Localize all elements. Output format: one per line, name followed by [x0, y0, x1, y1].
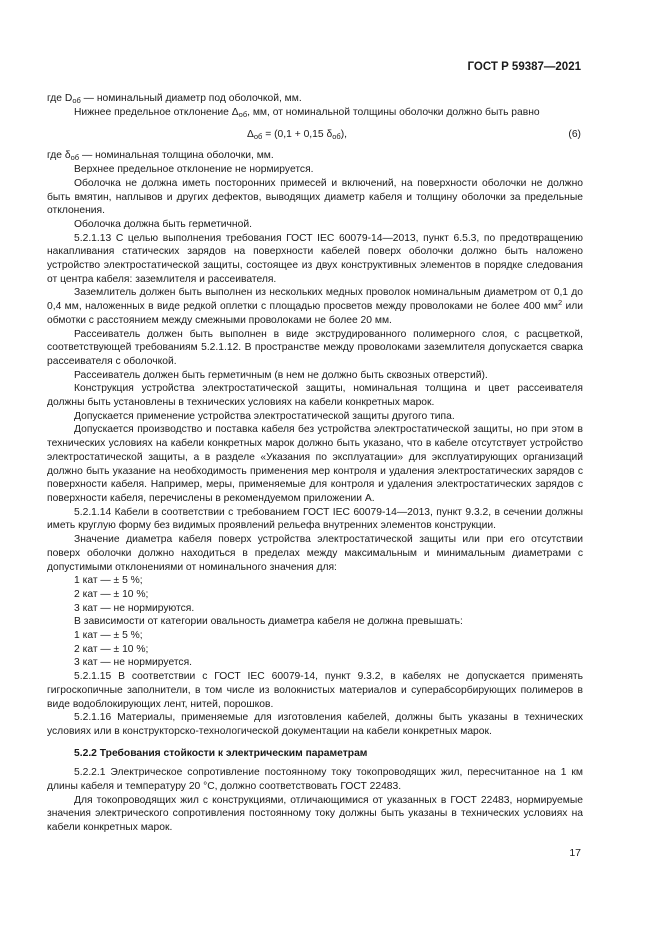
- d-definition: где $D_{об}$ — номинальный диаметр под оболочкой, мм.: [47, 93, 302, 105]
- upper-deviation-paragraph: Верхнее предельное отклонение не нормируется.: [74, 164, 314, 176]
- page-body: [47, 92, 583, 835]
- sheath-defects-paragraph: Оболочка не должна иметь посторонних примесей и включений, на поверхности оболочки не должно быть вмятин, наплывов и других дефектов, выводящих диаметр кабеля и толщину оболочки за предельные отклонения.: [47, 177, 583, 217]
- construction-paragraph: Конструкция устройства электростатической защиты, номинальная толщина и цвет рассеивателя должны быть установлены в технических условиях на кабели конкретных марок.: [47, 383, 583, 409]
- list-item: 1 кат — ± 5 %;: [74, 575, 143, 587]
- without-protection-paragraph: Допускается производство и поставка кабеля без устройства электростатической защиты, но при этом в технических условиях на кабели конкретных марок должно быть указано, что в кабеле отсутствует устройство электростатической защиты, а в разделе «Указания по эксплуатации» для эксплуатирующих организаций должно быть указание на необходимость применения мер контроля и удаления электростатических зарядов с поверхности кабеля. Например, меры, применяемые для контроля и удаления электростатических зарядов с поверхности кабеля, перечислены в рекомендуемом приложении А.: [47, 424, 583, 504]
- ovality-paragraph: В зависимости от категории овальность диаметра кабеля не должна превышать:: [74, 616, 463, 628]
- list-item: 3 кат — не нормируется.: [74, 657, 193, 669]
- list-item: 3 кат — не нормируются.: [74, 602, 195, 614]
- formula-6: [47, 124, 583, 146]
- list-item: 2 кат — ± 10 %;: [74, 588, 149, 600]
- dissipator-paragraph: Рассеиватель должен быть выполнен в виде экструдированного полимерного слоя, с расцветкой, соответствующей требованиям 5.2.1.12. В пространстве между проволоками заземлителя допускается сварка рассеивателя с оболочкой.: [47, 328, 583, 367]
- delta-definition: где $\delta_{об}$ — номинальная толщина оболочки, мм.: [47, 150, 274, 163]
- page-number: 17: [569, 847, 581, 859]
- document-header: ГОСТ Р 59387—2021: [467, 61, 581, 73]
- formula-number: (6): [568, 129, 581, 141]
- list-item: 2 кат — ± 10 %;: [74, 643, 149, 655]
- sheath-hermetic-paragraph: Оболочка должна быть герметичной.: [74, 218, 252, 230]
- grounding-paragraph: Заземлитель должен быть выполнен из нескольких медных проволок номинальным диаметром от 0,1 до 0,4 мм, наложенных в виде редкой оплетки с площадью просветов между проволоками не более 400 $мм^2$ или обмотки с расстоянием между смежными проволоками не более 20 мм.: [47, 287, 584, 326]
- diameter-paragraph: Значение диаметра кабеля поверх устройства электростатической защиты или при его отсутствии поверх оболочки должно находиться в пределах между максимальным и минимальным диаметрами с допустимыми отклонениями от номинального значения для:: [47, 534, 583, 573]
- clause-5-2-1-15: 5.2.1.15 В соответствии с ГОСТ IEC 60079-14, пункт 9.3.2, в кабелях не допускается применять гигроскопичные заполнители, в том числе из волокнистых материалов и суперабсорбирующих полимеров в виде водоблокирующих лент, нитей, порошков.: [47, 671, 583, 710]
- clause-5-2-1-16: 5.2.1.16 Материалы, применяемые для изготовления кабелей, должны быть указаны в технических условиях или в конструкторско-технологической документации на кабели конкретных марок.: [47, 712, 583, 737]
- list-item: 1 кат — ± 5 %;: [74, 630, 143, 642]
- lower-deviation-paragraph: Нижнее предельное отклонение $\Delta_{об}$, мм, от номинальной толщины оболочки должно быть равно: [74, 106, 540, 119]
- clause-5-2-1-14: 5.2.1.14 Кабели в соответствии с требованием ГОСТ IEC 60079-14—2013, пункт 9.3.2, в сечении должны иметь круглую форму без видимых проявлений рельефа внутренних элементов конструкции.: [47, 506, 583, 532]
- other-conductors-paragraph: Для токопроводящих жил с конструкциями, отличающимися от указанных в ГОСТ 22483, нормируемые значения электрического сопротивления постоянному току должны быть указаны в технических условиях на кабели конкретных марок.: [47, 794, 583, 834]
- dissipator-hermetic-paragraph: Рассеиватель должен быть герметичным (в нем не должно быть сквозных отверстий).: [74, 369, 488, 381]
- clause-5-2-1-13: 5.2.1.13 С целью выполнения требования ГОСТ IEC 60079-14—2013, пункт 6.5.3, по предотвращению накапливания статических зарядов на поверхности кабелей поверх оболочки должно быть наложено устройство электростатической защиты, состоящее из двух конструктивных элементов в порядке следования от центра кабеля: заземлителя и рассеивателя.: [47, 232, 583, 285]
- formula-expression: $\Delta_{об} = (0,1 + 0,15$ $\delta_{об}$),: [247, 129, 347, 142]
- clause-5-2-2-1: 5.2.2.1 Электрическое сопротивление постоянному току токопроводящих жил, пересчитанное на 1 км длины кабеля и температуру 20 °С, должно соответствовать ГОСТ 22483.: [47, 767, 583, 793]
- other-type-paragraph: Допускается применение устройства электростатической защиты другого типа.: [74, 410, 455, 422]
- section-heading-5-2-2: 5.2.2 Требования стойкости к электрическим параметрам: [74, 747, 368, 759]
